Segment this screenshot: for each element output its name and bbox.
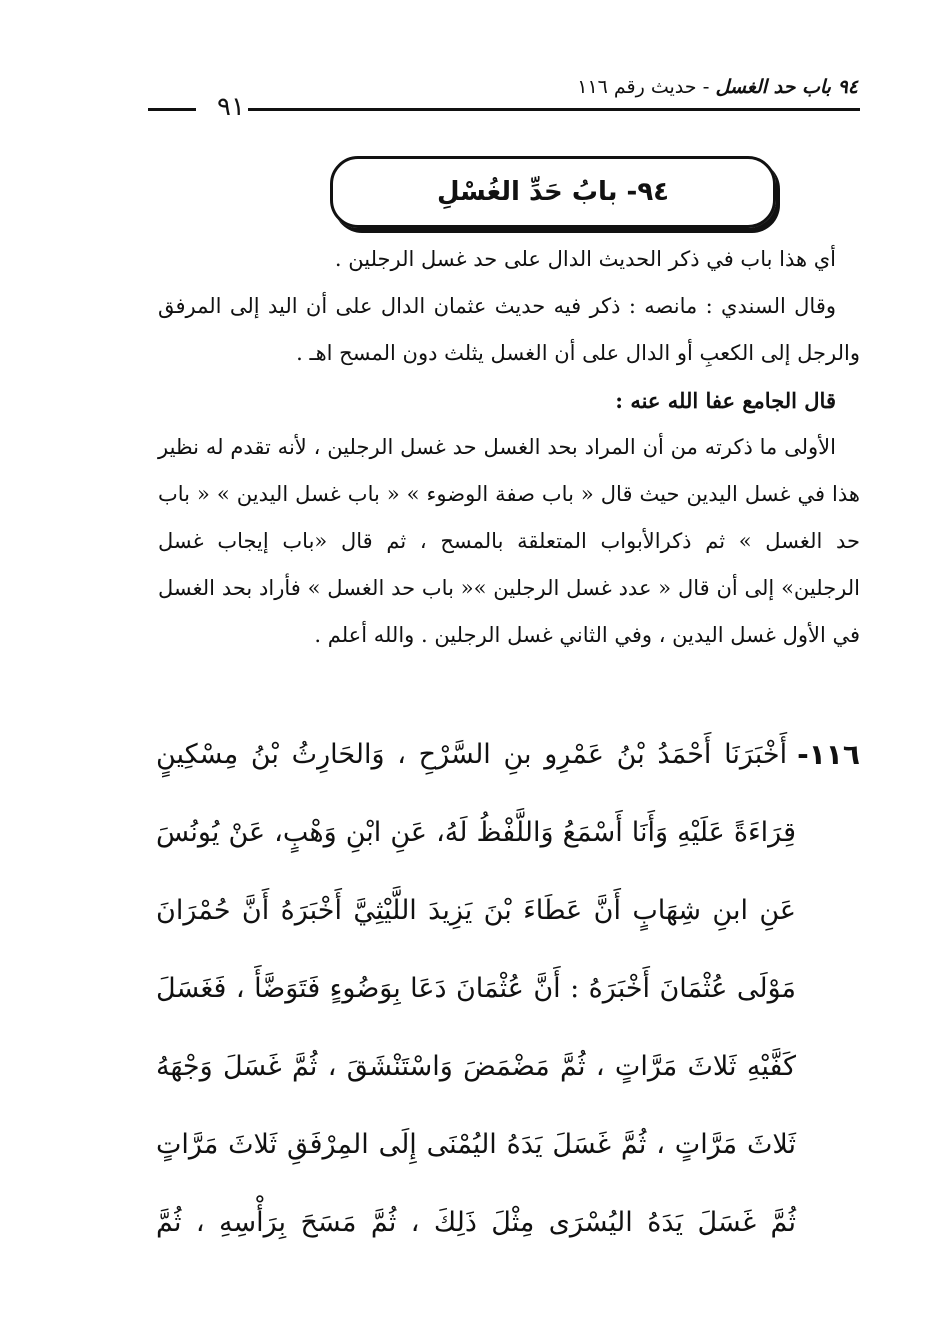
jami-heading: قال الجامع عفا الله عنه : xyxy=(615,388,836,413)
hadith-line-1 xyxy=(156,716,860,794)
commentary-paragraph-1: أي هذا باب في ذكر الحديث الدال على حد غسل الرجلين . xyxy=(334,247,836,271)
header-chapter: ٩٤ باب حد الغسل xyxy=(715,76,858,98)
hadith-line-7: ثُمَّ غَسَلَ يَدَهُ اليُسْرَى مِثْلَ ذَلِكَ ، ثُمَّ مَسَحَ بِرَأْسِهِ ، ثُمَّ xyxy=(156,1207,796,1238)
header-hadith-ref: حديث رقم ١١٦ xyxy=(577,76,697,98)
chapter-title-box xyxy=(330,156,776,228)
hadith-number: ١١٦- xyxy=(797,738,860,771)
running-header xyxy=(577,76,858,98)
header-rule-right xyxy=(248,108,860,111)
page-number: ٩١ xyxy=(217,92,245,122)
hadith-line-3: عَنِ ابنِ شِهَابٍ أَنَّ عَطَاءَ بْنَ يَزِيدَ اللَّيْثِيَّ أَخْبَرَهُ أَنَّ حُمْرَانَ xyxy=(156,895,796,926)
chapter-title: ٩٤- بابُ حَدِّ الغُسْلِ xyxy=(436,177,670,207)
header-rule-left xyxy=(148,108,196,111)
hadith-line-1-text: أَخْبَرَنَا أَحْمَدُ بْنُ عَمْرِو بنِ السَّرْحِ ، وَالحَارِثُ بْنُ مِسْكِينٍ xyxy=(156,739,788,770)
hadith-line-4: مَوْلَى عُثْمَانَ أَخْبَرَهُ : أَنَّ عُثْمَانَ دَعَا بِوَضُوءٍ فَتَوَضَّأَ ، فَغَسَلَ xyxy=(156,973,796,1004)
hadith-line-6: ثَلاثَ مَرَّاتٍ ، ثُمَّ غَسَلَ يَدَهُ اليُمْنَى إِلَى المِرْفَقِ ثَلاثَ مَرَّاتٍ xyxy=(156,1129,796,1160)
commentary-section xyxy=(158,236,860,659)
hadith-line-2: قِرَاءَةً عَلَيْهِ وَأَنَا أَسْمَعُ وَاللَّفْظُ لَهُ، عَنِ ابْنِ وَهْبٍ، عَنْ يُونُسَ xyxy=(156,817,796,848)
commentary-paragraph-2: وقال السندي : مانصه : ذكر فيه حديث عثمان الدال على أن اليد إلى المرفق والرجل إلى الكعبِ أو الدال على أن الغسل يثلث دون المسح اهـ . xyxy=(158,294,860,365)
header-separator: - xyxy=(702,76,710,98)
commentary-paragraph-3: الأولى ما ذكرته من أن المراد بحد الغسل حد غسل الرجلين ، لأنه تقدم له نظير هذا في غسل اليدين حيث قال « باب صفة الوضوء » « باب غسل اليدين » « باب حد الغسل » ثم ذكرالأبواب المتعلقة بالمسح ، ثم قال «باب إيجاب غسل الرجلين» إلى أن قال « عدد غسل الرجلين »« باب حد الغسل » فأراد بحد الغسل في الأول غسل اليدين ، وفي الثاني غسل الرجلين . والله أعلم . xyxy=(158,435,860,647)
hadith-line-5: كَفَّيْهِ ثَلاثَ مَرَّاتٍ ، ثُمَّ مَضْمَضَ وَاسْتَنْشَقَ ، ثُمَّ غَسَلَ وَجْهَهُ xyxy=(156,1051,796,1082)
hadith-text xyxy=(156,716,860,1262)
